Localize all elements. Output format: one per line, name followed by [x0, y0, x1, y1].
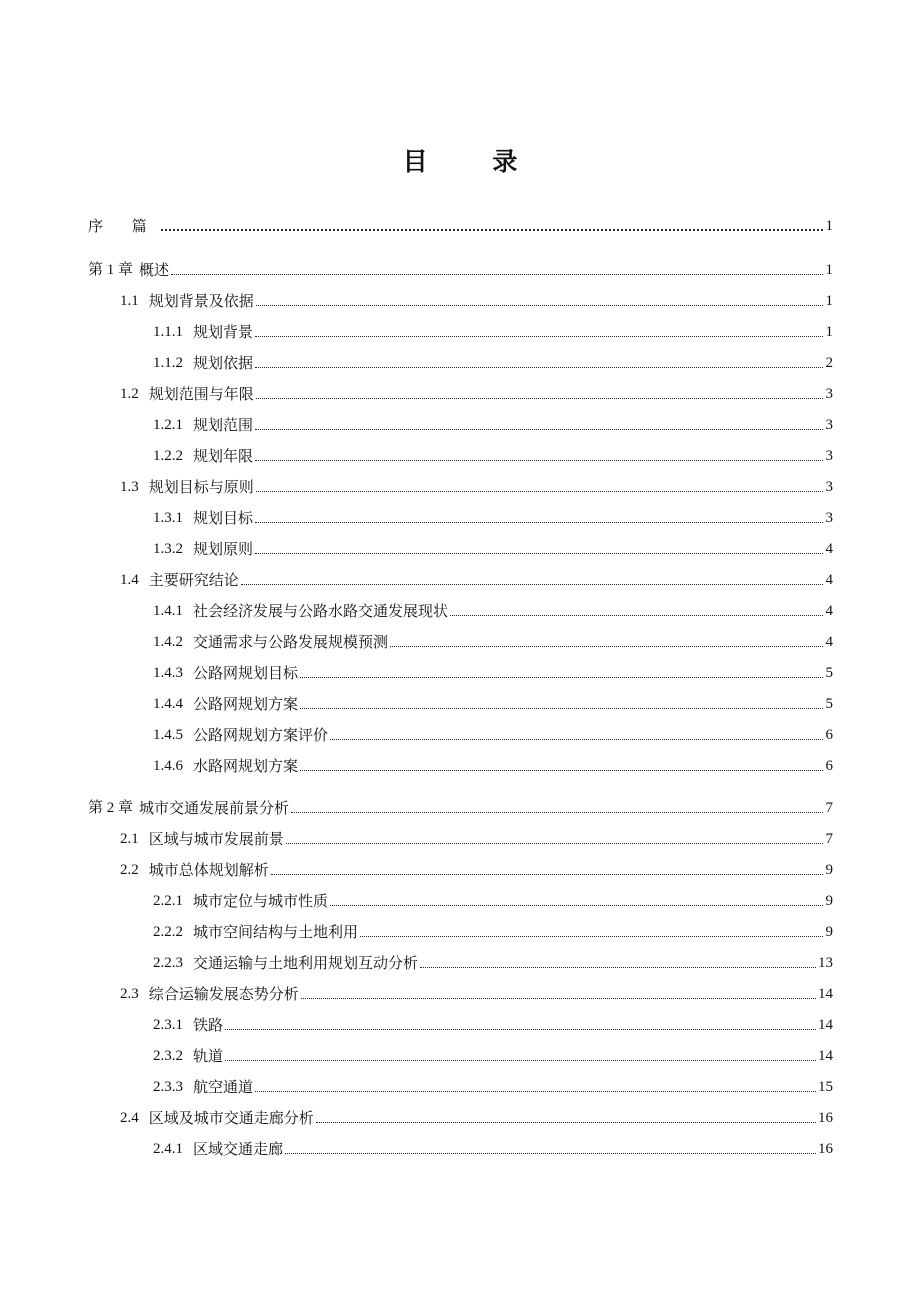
toc-entry-page: 15 [818, 1079, 833, 1095]
toc-entry-number: 2.2.1 [153, 893, 183, 909]
toc-leader [360, 935, 823, 937]
toc-leader [225, 1028, 816, 1030]
toc-leader [255, 521, 823, 523]
toc-leader [390, 645, 823, 647]
toc-entry-number: 2.3.3 [153, 1079, 183, 1095]
toc-entry-number: 1.1.1 [153, 324, 183, 340]
toc-entry-page: 3 [825, 417, 833, 433]
toc-entry-page: 14 [818, 1017, 833, 1033]
toc-entry-page: 9 [825, 862, 833, 878]
toc-entry[interactable] [153, 657, 833, 683]
toc-entry-title: 区域及城市交通走廊分析 [148, 1109, 314, 1127]
toc-leader [255, 335, 823, 337]
toc-entry[interactable] [153, 885, 833, 911]
toc-entry-number: 2.2.3 [153, 955, 183, 971]
toc-entry-page: 9 [825, 924, 833, 940]
toc-entry[interactable] [120, 1102, 833, 1128]
toc-entry[interactable] [153, 947, 833, 973]
toc-leader [420, 966, 816, 968]
toc-entry-title: 铁路 [193, 1016, 224, 1034]
toc-entry-title: 规划目标与原则 [148, 478, 254, 496]
toc-entry[interactable] [153, 595, 833, 621]
toc-entry-title: 轨道 [193, 1047, 224, 1065]
toc-entry-number: 1.2.1 [153, 417, 183, 433]
toc-entry-page: 14 [818, 986, 833, 1002]
toc-leader [255, 459, 823, 461]
toc-leader [286, 842, 823, 844]
toc-leader [256, 397, 823, 399]
toc-leader [161, 228, 823, 231]
toc-entry-number: 1.2.2 [153, 448, 183, 464]
toc-leader [285, 1152, 816, 1154]
toc-entry-page: 7 [825, 800, 833, 816]
toc-entry[interactable] [153, 347, 833, 373]
toc-entry-number: 第 1 章 [88, 262, 134, 278]
toc-entry-number: 1.4.2 [153, 634, 183, 650]
toc-leader [300, 769, 823, 771]
toc-entry-title: 规划范围与年限 [148, 385, 254, 403]
toc-entry-page: 3 [825, 479, 833, 495]
toc-entry-page: 4 [825, 541, 833, 557]
toc-leader [271, 873, 823, 875]
toc-entry-number: 1.4.1 [153, 603, 183, 619]
toc-leader [255, 552, 823, 554]
toc-leader [301, 997, 816, 999]
toc-entry-title: 规划范围 [193, 416, 254, 434]
toc-entry-title: 规划依据 [193, 354, 254, 372]
toc-leader [256, 490, 823, 492]
toc-entry[interactable] [153, 750, 833, 776]
toc-entry-title: 城市交通发展前景分析 [139, 799, 290, 817]
toc-entry-page: 13 [818, 955, 833, 971]
toc-entry-title: 规划目标 [193, 509, 254, 527]
toc-entry[interactable] [153, 1133, 833, 1159]
toc-entry-number: 2.3.2 [153, 1048, 183, 1064]
toc-entry[interactable] [153, 626, 833, 652]
toc-entry[interactable] [120, 378, 833, 404]
toc-entry-title: 公路网规划目标 [193, 664, 299, 682]
toc-entry-page: 5 [825, 696, 833, 712]
toc-entry-number: 1.4.4 [153, 696, 183, 712]
toc-entry-title: 规划原则 [193, 540, 254, 558]
toc-leader [255, 366, 823, 368]
toc-leader [241, 583, 823, 585]
toc-entry-number: 2.2.2 [153, 924, 183, 940]
toc-entry-number: 2.3 [120, 986, 139, 1002]
toc-entry[interactable] [153, 1071, 833, 1097]
toc-entry-number: 第 2 章 [88, 800, 134, 816]
toc-entry-number: 1.3 [120, 479, 139, 495]
toc-leader [450, 614, 823, 616]
toc-entry-title: 序 篇 [88, 217, 159, 235]
toc-entry-number: 1.4.3 [153, 665, 183, 681]
toc-entry[interactable] [153, 1009, 833, 1035]
toc-entry-page: 4 [825, 634, 833, 650]
toc-entry[interactable] [120, 285, 833, 311]
toc-entry-number: 1.4.5 [153, 727, 183, 743]
toc-entry[interactable] [153, 916, 833, 942]
toc-leader [225, 1059, 816, 1061]
toc-entry[interactable] [120, 823, 833, 849]
toc-entry-number: 1.2 [120, 386, 139, 402]
toc-entry-page: 4 [825, 572, 833, 588]
toc-entry-page: 3 [825, 386, 833, 402]
toc-entry-page: 3 [825, 448, 833, 464]
toc-entry-page: 4 [825, 603, 833, 619]
toc-entry-title: 区域与城市发展前景 [148, 830, 284, 848]
toc-entry-title: 主要研究结论 [148, 571, 239, 589]
toc-entry-number: 1.3.2 [153, 541, 183, 557]
toc-entry-page: 9 [825, 893, 833, 909]
toc-entry-chapter-1[interactable] [88, 254, 833, 280]
toc-entry-page: 7 [825, 831, 833, 847]
toc-entry-title: 区域交通走廊 [193, 1140, 284, 1158]
toc-entry-number: 1.1 [120, 293, 139, 309]
toc-entry-page: 3 [825, 510, 833, 526]
toc-entry-page: 16 [818, 1141, 833, 1157]
toc-leader [255, 1090, 816, 1092]
toc-leader [256, 304, 823, 306]
toc-entry-title: 综合运输发展态势分析 [148, 985, 299, 1003]
toc-entry-title: 规划背景及依据 [148, 292, 254, 310]
toc-entry[interactable] [153, 719, 833, 745]
toc-entry[interactable] [153, 502, 833, 528]
toc-entry[interactable] [153, 533, 833, 559]
toc-entry-title: 交通需求与公路发展规模预测 [193, 633, 389, 651]
toc-leader [255, 428, 823, 430]
page-title: 目 录 [402, 147, 546, 176]
toc-entry-page: 5 [825, 665, 833, 681]
toc-entry-title: 航空通道 [193, 1078, 254, 1096]
toc-entry-page: 6 [825, 727, 833, 743]
toc-entry-preface[interactable] [88, 210, 833, 236]
toc-entry-number: 2.4 [120, 1110, 139, 1126]
toc-entry-number: 1.4 [120, 572, 139, 588]
toc-entry[interactable] [153, 688, 833, 714]
toc-entry-number: 1.4.6 [153, 758, 183, 774]
toc-entry-title: 水路网规划方案 [193, 757, 299, 775]
toc-entry-number: 1.3.1 [153, 510, 183, 526]
toc-leader [300, 707, 823, 709]
toc-leader [330, 738, 823, 740]
toc-entry-number: 2.1 [120, 831, 139, 847]
toc-entry[interactable] [120, 471, 833, 497]
toc-entry-title: 概述 [139, 261, 170, 279]
toc-entry-title: 城市空间结构与土地利用 [193, 923, 359, 941]
toc-entry-title: 社会经济发展与公路水路交通发展现状 [193, 602, 449, 620]
toc-entry[interactable] [153, 1040, 833, 1066]
toc-entry-page: 1 [825, 262, 833, 278]
toc-entry[interactable] [153, 440, 833, 466]
toc-entry-number: 2.4.1 [153, 1141, 183, 1157]
toc-entry-page: 6 [825, 758, 833, 774]
toc-entry-chapter-2[interactable] [88, 792, 833, 818]
toc-entry-title: 城市定位与城市性质 [193, 892, 329, 910]
toc-entry-title: 规划背景 [193, 323, 254, 341]
toc-leader [300, 676, 823, 678]
toc-entry-number: 1.1.2 [153, 355, 183, 371]
toc-entry-page: 1 [825, 293, 833, 309]
toc-leader [171, 273, 823, 275]
toc-entry-title: 城市总体规划解析 [148, 861, 269, 879]
toc-leader [291, 811, 823, 813]
toc-entry-number: 2.2 [120, 862, 139, 878]
toc-entry-page: 16 [818, 1110, 833, 1126]
toc-entry-title: 公路网规划方案评价 [193, 726, 329, 744]
toc-entry-title: 交通运输与土地利用规划互动分析 [193, 954, 419, 972]
toc-entry-page: 1 [825, 324, 833, 340]
toc-entry[interactable] [120, 854, 833, 880]
toc-entry-page: 1 [825, 218, 833, 234]
toc-entry-page: 14 [818, 1048, 833, 1064]
toc-entry[interactable] [153, 316, 833, 342]
toc-entry-number: 2.3.1 [153, 1017, 183, 1033]
toc-entry[interactable] [120, 564, 833, 590]
toc-entry[interactable] [120, 978, 833, 1004]
toc-entry-page: 2 [825, 355, 833, 371]
toc-entry-title: 规划年限 [193, 447, 254, 465]
toc-entry[interactable] [153, 409, 833, 435]
toc-leader [330, 904, 823, 906]
toc-leader [316, 1121, 816, 1123]
toc-entry-title: 公路网规划方案 [193, 695, 299, 713]
